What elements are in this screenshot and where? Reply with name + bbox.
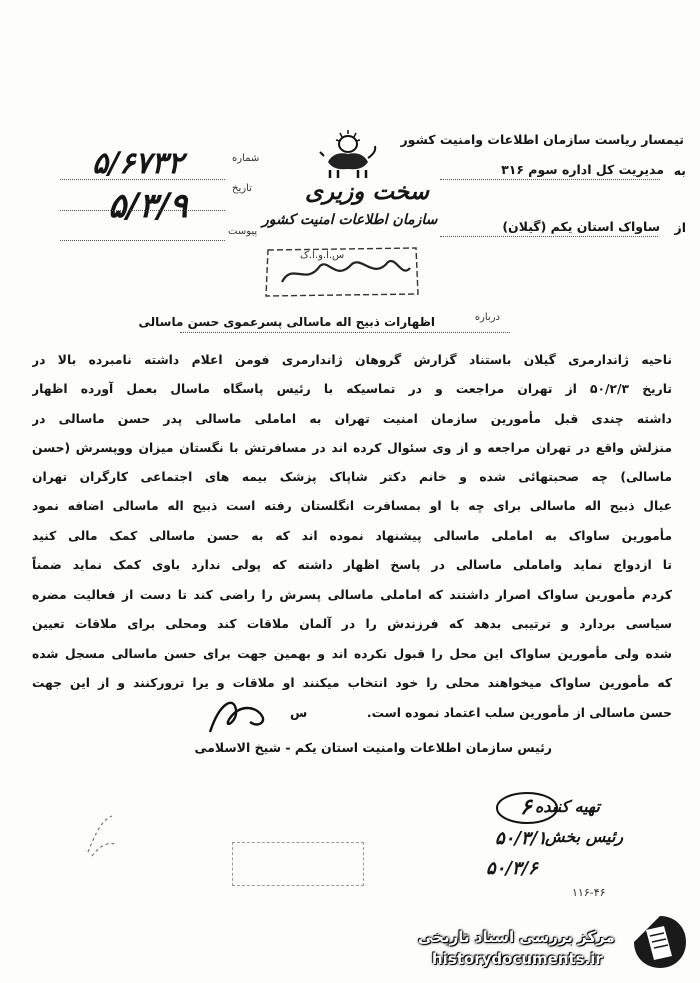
handwritten-date: ۵۰/۳/۱ (495, 828, 547, 849)
subject-underline (180, 332, 510, 333)
subject-text: اظهارات ذبیح اله ماسالی پسرعموی حسن ماسالی (138, 315, 435, 329)
closing-marker: س (290, 705, 308, 720)
body-line: ناحیه ژاندارمری گیلان باستناد گزارش گروهان ژاندارمری فومن اعلام داشته نامبرده بالا در (32, 353, 672, 367)
date-label: تاریخ (232, 183, 252, 194)
from-line: ساواک استان یکم (گیلان) (502, 219, 660, 234)
number-value: ۵/۶۷۳۲ (92, 146, 184, 181)
watermark-title: مرکز بررسی اسناد تاریخی (418, 928, 615, 946)
signature-scribble (200, 692, 280, 742)
body-line: منزلش واقع در تهران مراجعه و از وی سئوال کرده اند در مسافرتش با نگستان میزان ووپسرش (حسن (32, 441, 672, 455)
attachment-underline (60, 240, 225, 241)
body-line: داشته چندی قبل مأمورین سازمان امنیت تهران به اماملی ماسالی پدر حسن ماسالی در (32, 412, 672, 426)
from-prefix: از (674, 220, 686, 235)
number-label: شماره (232, 153, 260, 164)
body-line: مأمورین ساواک به اماملی ماسالی پیشنهاد نموده اند که به حسن ماسالی کمک مالی کنید (32, 529, 672, 543)
faint-stamp-outline (232, 842, 364, 886)
handwritten-head: رئیس بخش (545, 827, 624, 846)
body-line: حسن ماسالی از مأمورین سلب اعتماد نموده است. (366, 706, 672, 720)
subject-label: درباره (474, 312, 500, 323)
body-line: عیال ذبیح اله ماسالی برای چه با او بمسافرت انگلستان رفته است ذبیح اله ماسالی اضافه نمود (32, 499, 672, 513)
letterhead-organization: سازمان اطلاعات امنیت کشور (262, 212, 438, 228)
handwritten-date: ۵۰/۳/۶ (486, 858, 538, 879)
via-underline (440, 179, 660, 180)
via-line: مدیریت کل اداره سوم ۳۱۶ (501, 162, 664, 177)
handwritten-circled-number: ۶ (520, 794, 532, 820)
stamp-text: س.ا.و.ا.ک (300, 250, 345, 261)
lion-and-sun-emblem-icon (318, 128, 378, 180)
page-number: ۱۱۶-۴۶ (572, 886, 606, 899)
from-underline (440, 236, 658, 237)
watermark-logo-icon (632, 912, 688, 972)
signatory-line: رئیس سازمان اطلاعات وامنیت استان یکم - شیخ الاسلامی (194, 740, 552, 755)
body-line: تا ازدواج نماید واماملی ماسالی در پاسخ اظهار داشته که پولی ندارد باوی کمک نماید ضمناً (32, 558, 672, 572)
handwritten-preparer: تهیه کننده (535, 797, 600, 816)
body-line: سیاسی بردارد و ترتیبی بدهد که فرزندش را در آلمان ملاقات کند ومحلی برای ملاقات تعیین (32, 617, 672, 631)
body-line: تاریخ ۵۰/۲/۳ از تهران مراجعت و در تماسیکه با رئیس پاسگاه ماسال بعمل آورده اظهار (32, 382, 672, 396)
date-value: ۵/۳/۹ (108, 186, 188, 226)
letterhead-title: سخت وزیری (305, 178, 430, 205)
faint-margin-mark (82, 812, 122, 862)
number-underline (60, 179, 225, 180)
date-underline (60, 210, 225, 211)
watermark-url: historydocuments.ir (432, 950, 603, 968)
via-prefix: به (673, 163, 686, 178)
recipient-line: تیمسار ریاست سازمان اطلاعات وامنیت کشور (400, 132, 684, 147)
body-line: کردم مأمورین ساواک اصرار داشتند که اماملی ماسالی پسرش را راضی کند تا دست از فعالیت مضره (32, 588, 672, 602)
attachment-label: پیوست (228, 226, 258, 237)
body-line: که مأمورین ساواک میخواهند محلی را خود انتخاب میکنند او ملاقات و یرا ترورکنند و از این جهت (32, 676, 672, 690)
body-line: شده ولی مأمورین ساواک این محل را قبول نکرده اند و بهمین جهت برای حسن ماسالی مسجل شده (32, 647, 672, 661)
body-line: ماسالی) چه صحبتهائی شده و خانم دکتر شاپاک پزشک بیمه های اجتماعی کارگران تهران (32, 470, 672, 484)
